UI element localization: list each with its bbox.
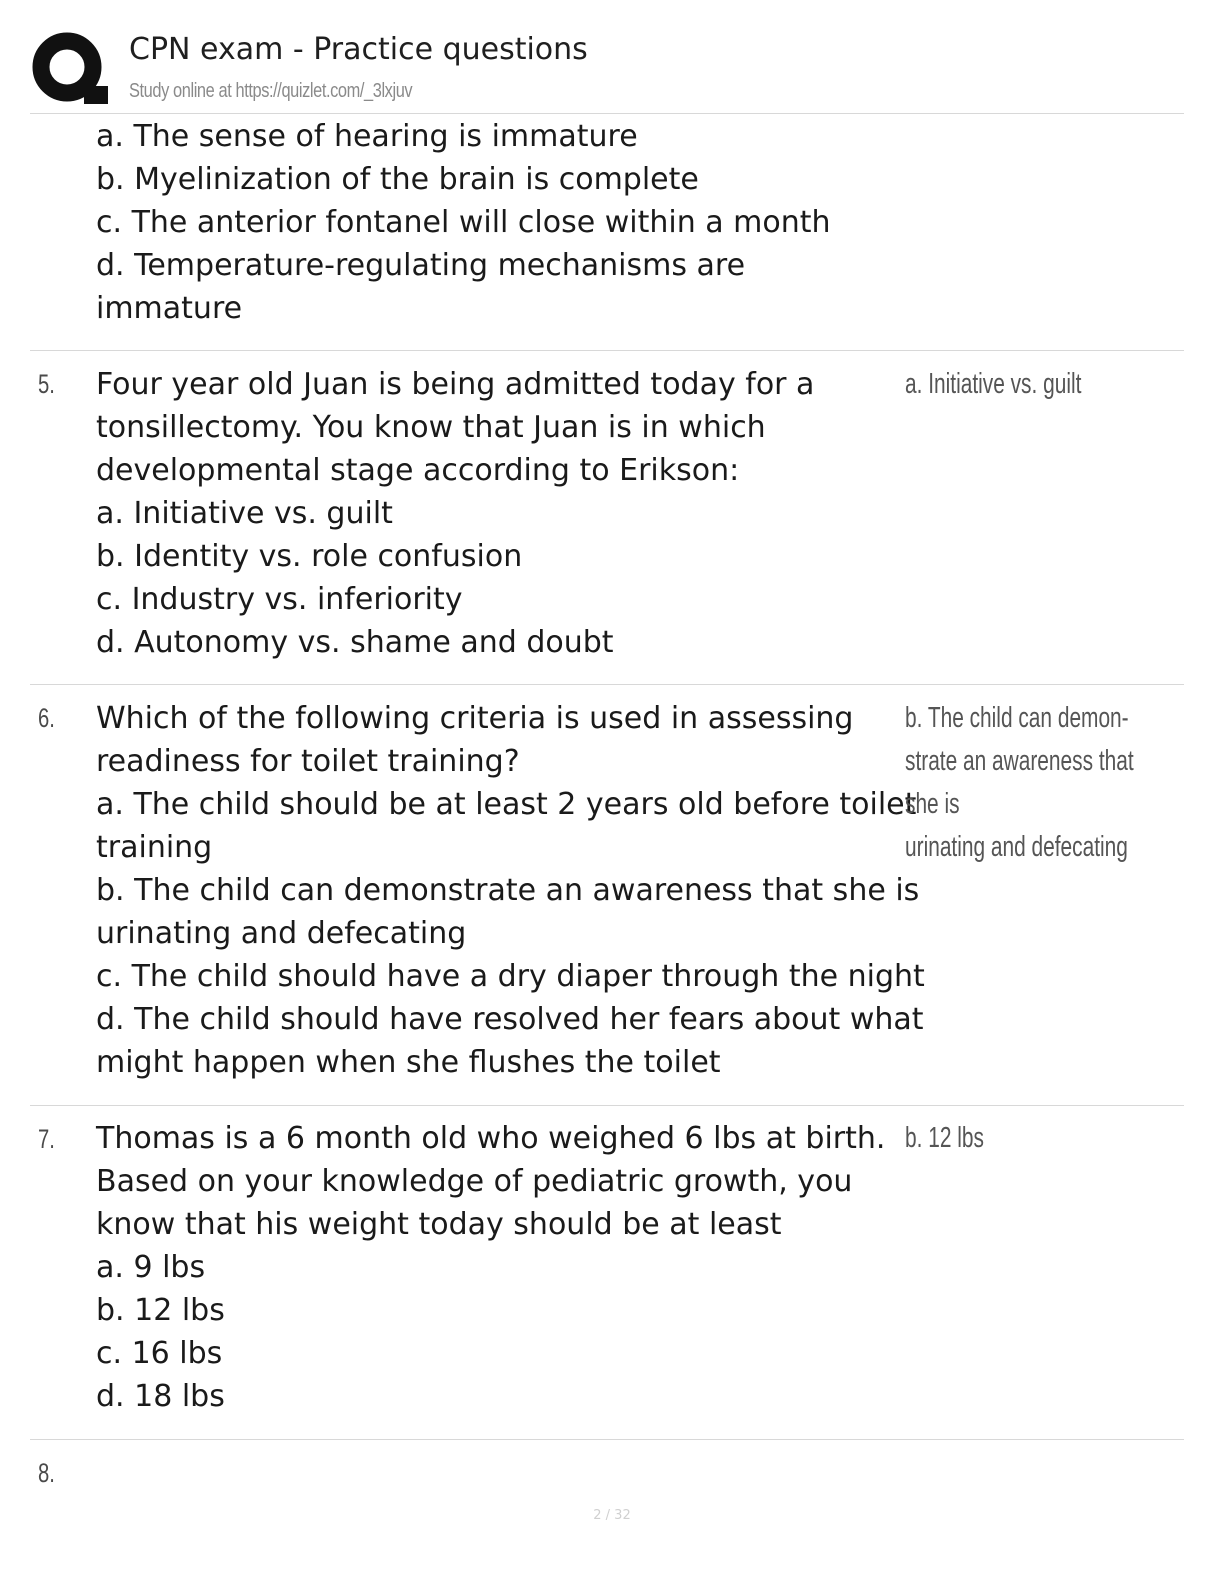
question-divider bbox=[30, 1105, 1184, 1106]
answer-line: she is bbox=[905, 788, 960, 820]
question-line: d. 18 lbs bbox=[96, 1379, 225, 1414]
question-line: b. Identity vs. role confusion bbox=[96, 539, 523, 574]
question-number: 6. bbox=[38, 703, 55, 733]
question-line: d. Autonomy vs. shame and doubt bbox=[96, 625, 614, 660]
answer-line: a. Initiative vs. guilt bbox=[905, 368, 1082, 400]
answer-line: b. 12 lbs bbox=[905, 1122, 984, 1154]
question-line: readiness for toilet training? bbox=[96, 744, 520, 779]
page-title: CPN exam - Practice questions bbox=[129, 32, 588, 67]
question-text bbox=[96, 115, 906, 330]
question-line: a. Initiative vs. guilt bbox=[96, 496, 393, 531]
question-number: 7. bbox=[38, 1124, 55, 1154]
question-line: b. Myelinization of the brain is complete bbox=[96, 162, 699, 197]
question-number: 5. bbox=[38, 369, 55, 399]
question-line: a. 9 lbs bbox=[96, 1250, 206, 1285]
answer-line: b. The child can demon- bbox=[905, 702, 1129, 734]
question-line: c. 16 lbs bbox=[96, 1336, 223, 1371]
answer-text bbox=[905, 363, 1205, 406]
question-line: d. Temperature-regulating mechanisms are bbox=[96, 248, 746, 283]
question-line: Four year old Juan is being admitted today for a bbox=[96, 367, 815, 402]
question-text bbox=[96, 697, 925, 1084]
question-line: a. The child should be at least 2 years old before toilet bbox=[96, 787, 917, 822]
header-divider bbox=[30, 113, 1184, 114]
answer-text bbox=[905, 1117, 1205, 1160]
question-divider bbox=[30, 1439, 1184, 1440]
question-line: urinating and defecating bbox=[96, 916, 467, 951]
question-divider bbox=[30, 684, 1184, 685]
question-line: immature bbox=[96, 291, 243, 326]
question-number: 8. bbox=[38, 1458, 55, 1488]
question-divider bbox=[30, 350, 1184, 351]
question-line: c. Industry vs. inferiority bbox=[96, 582, 463, 617]
answer-line: strate an awareness that bbox=[905, 745, 1134, 777]
question-line: training bbox=[96, 830, 213, 865]
question-line: developmental stage according to Erikson: bbox=[96, 453, 740, 488]
question-line: know that his weight today should be at least bbox=[96, 1207, 782, 1242]
question-line: Thomas is a 6 month old who weighed 6 lbs at birth. bbox=[96, 1121, 886, 1156]
question-line: d. The child should have resolved her fears about what bbox=[96, 1002, 924, 1037]
page-number: 2 / 32 bbox=[593, 1508, 631, 1523]
question-text bbox=[96, 363, 906, 664]
study-online-link[interactable]: Study online at https://quizlet.com/_3lxjuv bbox=[129, 80, 413, 102]
question-line: c. The anterior fontanel will close within a month bbox=[96, 205, 831, 240]
question-line: a. The sense of hearing is immature bbox=[96, 119, 638, 154]
answer-line: urinating and defecating bbox=[905, 831, 1128, 863]
question-line: might happen when she flushes the toilet bbox=[96, 1045, 721, 1080]
answer-text bbox=[905, 697, 1205, 869]
question-line: Which of the following criteria is used in assessing bbox=[96, 701, 854, 736]
question-line: b. 12 lbs bbox=[96, 1293, 225, 1328]
question-line: Based on your knowledge of pediatric growth, you bbox=[96, 1164, 853, 1199]
question-line: b. The child can demonstrate an awareness that she is bbox=[96, 873, 920, 908]
question-line: tonsillectomy. You know that Juan is in which bbox=[96, 410, 766, 445]
question-line: c. The child should have a dry diaper through the night bbox=[96, 959, 925, 994]
question-text bbox=[96, 1117, 906, 1418]
quizlet-logo-icon bbox=[30, 30, 108, 108]
